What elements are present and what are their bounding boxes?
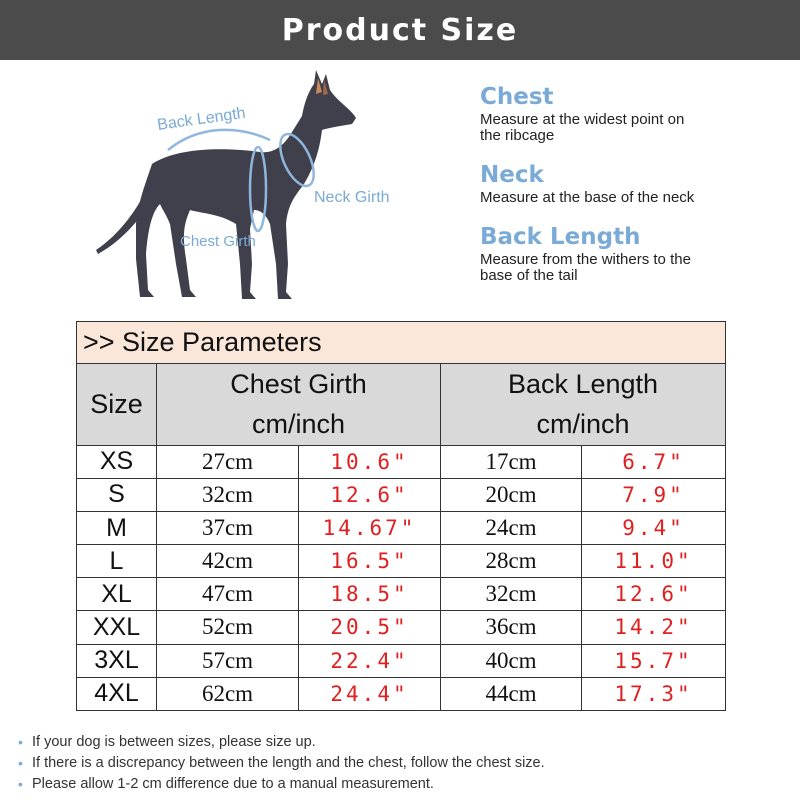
back-cm-cell: 40cm — [441, 644, 582, 677]
neck-girth-label: Neck Girth — [314, 189, 390, 206]
table-row — [77, 611, 726, 644]
chest-cm-cell: 37cm — [157, 511, 299, 544]
chest-inch-cell: 16.5" — [299, 545, 441, 578]
bullet-icon: • — [18, 754, 23, 771]
header-chest-girth — [157, 364, 441, 445]
note-item — [18, 773, 788, 794]
size-cell: M — [77, 511, 157, 544]
size-cell: XS — [77, 445, 157, 478]
measure-chest-title: Chest — [480, 84, 554, 110]
table-row — [77, 677, 726, 710]
bullet-icon: • — [18, 775, 23, 792]
back-inch-cell: 6.7" — [582, 445, 726, 478]
table-row — [77, 545, 726, 578]
table-row — [77, 644, 726, 677]
chest-inch-cell: 22.4" — [299, 644, 441, 677]
chest-inch-cell: 14.67" — [299, 511, 441, 544]
measurement-guide — [480, 82, 780, 300]
note-item — [18, 731, 788, 752]
chest-cm-cell: 52cm — [157, 611, 299, 644]
back-inch-cell: 15.7" — [582, 644, 726, 677]
banner-title: Product Size — [281, 12, 519, 48]
bullet-icon: • — [18, 733, 23, 750]
back-cm-cell: 20cm — [441, 478, 582, 511]
header-chest-title: Chest Girth — [230, 369, 367, 400]
measure-chest-desc-2: the ribcage — [480, 127, 555, 144]
back-inch-cell: 7.9" — [582, 478, 726, 511]
back-cm-cell: 17cm — [441, 445, 582, 478]
chest-inch-cell: 12.6" — [299, 478, 441, 511]
note-text: Please allow 1-2 cm difference due to a manual measurement. — [32, 775, 434, 792]
size-cell: XXL — [77, 611, 157, 644]
chest-cm-cell: 27cm — [157, 445, 299, 478]
dog-silhouette — [96, 70, 356, 299]
header-chest-unit: cm/inch — [251, 409, 346, 440]
back-inch-cell: 11.0" — [582, 545, 726, 578]
note-text: If your dog is between sizes, please size up. — [32, 733, 316, 750]
back-inch-cell: 9.4" — [582, 511, 726, 544]
note-item — [18, 752, 788, 773]
chest-inch-cell: 10.6" — [299, 445, 441, 478]
back-inch-cell: 12.6" — [582, 578, 726, 611]
header-back-length — [441, 364, 726, 445]
measure-back-desc-2: base of the tail — [480, 267, 578, 284]
note-text: If there is a discrepancy between the length and the chest, follow the chest size. — [32, 754, 545, 771]
table-row — [77, 478, 726, 511]
dog-measurement-illustration — [90, 64, 420, 309]
table-header-row — [77, 364, 726, 445]
size-cell: XL — [77, 578, 157, 611]
size-parameters-title: >> Size Parameters — [77, 322, 726, 364]
chest-inch-cell: 18.5" — [299, 578, 441, 611]
size-table — [76, 321, 726, 711]
size-parameters-row — [77, 322, 726, 364]
back-cm-cell: 44cm — [441, 677, 582, 710]
chest-cm-cell: 62cm — [157, 677, 299, 710]
chest-inch-cell: 20.5" — [299, 611, 441, 644]
measure-neck — [480, 160, 780, 206]
size-cell: L — [77, 545, 157, 578]
header-back-title: Back Length — [507, 369, 659, 400]
header-size: Size — [77, 364, 157, 445]
back-inch-cell: 14.2" — [582, 611, 726, 644]
header-back-unit: cm/inch — [536, 409, 630, 440]
chest-cm-cell: 57cm — [157, 644, 299, 677]
chest-girth-label: Chest Girth — [180, 233, 256, 250]
back-cm-cell: 24cm — [441, 511, 582, 544]
back-cm-cell: 32cm — [441, 578, 582, 611]
sizing-notes — [18, 731, 788, 794]
back-length-line — [168, 130, 270, 150]
back-cm-cell: 36cm — [441, 611, 582, 644]
back-inch-cell: 17.3" — [582, 677, 726, 710]
measure-back-length — [480, 222, 780, 284]
chest-cm-cell: 42cm — [157, 545, 299, 578]
size-cell: 3XL — [77, 644, 157, 677]
measure-chest-desc-1: Measure at the widest point on — [480, 111, 685, 128]
back-cm-cell: 28cm — [441, 545, 582, 578]
chest-cm-cell: 47cm — [157, 578, 299, 611]
measure-chest — [480, 82, 780, 144]
measure-neck-desc: Measure at the base of the neck — [480, 189, 695, 206]
measure-back-title: Back Length — [480, 224, 641, 250]
table-row — [77, 511, 726, 544]
chest-cm-cell: 32cm — [157, 478, 299, 511]
size-cell: S — [77, 478, 157, 511]
table-row — [77, 445, 726, 478]
title-banner — [0, 0, 800, 60]
measure-neck-title: Neck — [480, 162, 544, 188]
chest-inch-cell: 24.4" — [299, 677, 441, 710]
back-length-label: Back Length — [156, 104, 247, 134]
measure-back-desc-1: Measure from the withers to the — [480, 251, 691, 268]
size-cell: 4XL — [77, 677, 157, 710]
table-row — [77, 578, 726, 611]
